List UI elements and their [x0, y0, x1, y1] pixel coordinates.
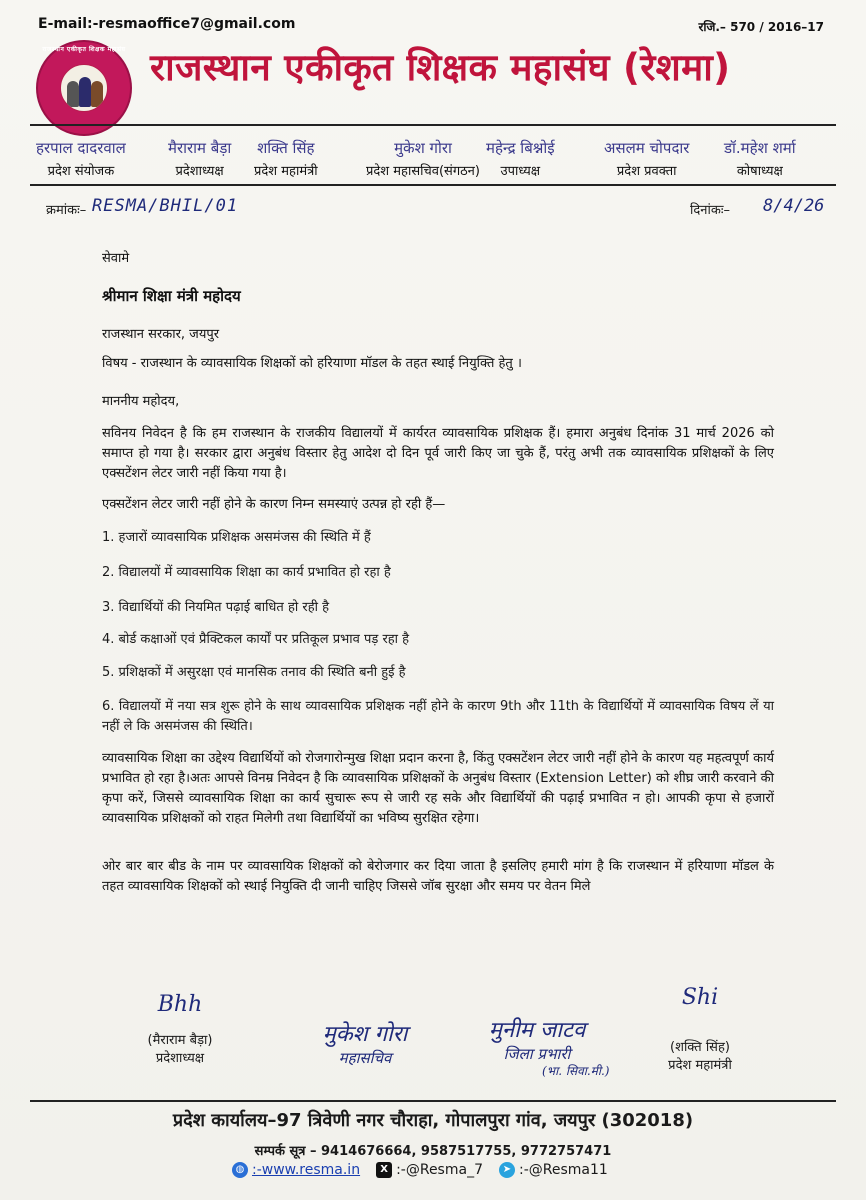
official-post: प्रदेश संयोजक — [47, 164, 115, 179]
header-divider — [30, 124, 836, 126]
logo-portrait — [60, 64, 108, 112]
signatory-post: प्रदेशाध्यक्ष — [155, 1051, 205, 1066]
website-link[interactable]: :-www.resma.in — [252, 1162, 361, 1178]
body-paragraph: व्यावसायिक शिक्षा का उद्देश्य विद्यार्थियों को रोजगारोन्मुख शिक्षा प्रदान करना है, किंतु एक्सटेंशन लेटर जारी नहीं होने के कारण यह महत्वपूर्ण कार्य प्रभावित हो रहा है।अतः आपसे विनम्र निवेदन है कि व्यावसायिक प्रशिक्षकों के अनुबंध विस्तार (Extension Letter) को शीघ्र जारी करवाने की कृपा करें, जिससे व्यावसायिक शिक्षा का कार्य सुचारू रूप से जारी रह सके और विद्यार्थियों की पढ़ाई प्रभावित न हो। आपकी कृपा से हजारों व्यावसायिक प्रशिक्षकों को राहत मिलेगी तथा विद्यार्थियों का भविष्य सुरक्षित रहेगा। — [102, 751, 774, 826]
signature-scribble: मुनीम जाटव — [488, 1018, 586, 1043]
organization-logo — [36, 40, 132, 136]
telegram-icon: ➤ — [499, 1162, 515, 1178]
signature-block — [290, 1000, 440, 1068]
social-links — [232, 1162, 608, 1178]
official-item — [486, 138, 555, 179]
official-item — [604, 138, 689, 179]
official-item — [724, 138, 796, 179]
official-post: प्रदेश प्रवक्ता — [616, 164, 677, 179]
signature-block — [462, 1004, 612, 1078]
official-item — [36, 138, 126, 179]
telegram-link-group[interactable] — [499, 1162, 608, 1178]
signatory-note: (भा. सिवा.मी.) — [542, 1064, 610, 1078]
x-icon: X — [376, 1162, 392, 1178]
list-item: 1. हजारों व्यावसायिक प्रशिक्षक असमंजस की स्थिति में हैं — [102, 530, 371, 545]
salutation: सेवामे — [102, 251, 130, 266]
signature-block — [110, 992, 250, 1066]
contact-numbers: सम्पर्क सूत्र – 9414676664, 9587517755, 9772757471 — [254, 1144, 612, 1159]
addressee: श्रीमान शिक्षा मंत्री महोदय — [102, 287, 241, 305]
office-address: प्रदेश कार्यालय–97 त्रिवेणी नगर चौराहा, गोपालपुरा गांव, जयपुर (302018) — [172, 1110, 694, 1131]
official-post: प्रदेश महामंत्री — [254, 164, 318, 179]
date-label: दिनांकः– — [690, 203, 730, 218]
x-link-group[interactable] — [376, 1162, 483, 1178]
official-name: मुकेश गोरा — [394, 139, 452, 157]
signatory-post: महासचिव — [338, 1049, 392, 1067]
official-name: महेन्द्र बिश्नोई — [486, 139, 555, 157]
logo-text: राजस्थान एकीकृत शिक्षक महासंघ — [42, 46, 126, 53]
signatory-post: प्रदेश महामंत्री — [668, 1058, 732, 1073]
greeting: माननीय महोदय, — [102, 394, 180, 409]
list-item: 6. विद्यालयों में नया सत्र शुरू होने के साथ व्यावसायिक प्रशिक्षक नहीं होने के कारण 9th और 11th के विद्यार्थियों में व्यावसायिक विषय लें या नहीं ले कि असमंजस की स्थिति। — [102, 699, 774, 734]
body-paragraph: एक्सटेंशन लेटर जारी नहीं होने के कारण निम्न समस्याएं उत्पन्न हो रही हैं— — [102, 497, 446, 512]
official-name: असलम चोपदार — [604, 139, 690, 157]
list-item: 2. विद्यालयों में व्यावसायिक शिक्षा का कार्य प्रभावित हो रहा है — [102, 565, 391, 580]
header-email: E-mail:-resmaoffice7@gmail.com — [38, 16, 296, 32]
signature-scribble: मुकेश गोरा — [322, 1022, 408, 1047]
official-post: प्रदेशाध्यक्ष — [175, 164, 224, 179]
official-name: हरपाल दादरवाल — [36, 139, 126, 157]
signature-block — [630, 985, 770, 1073]
reference-number: RESMA/BHIL/01 — [92, 196, 239, 216]
official-item — [366, 138, 480, 179]
signatory-name: (शक्ति सिंह) — [670, 1040, 730, 1055]
globe-icon: ◍ — [232, 1162, 248, 1178]
address: राजस्थान सरकार, जयपुर — [102, 327, 220, 342]
officials-row — [36, 138, 836, 182]
body-paragraph: ओर बार बार बीड के नाम पर व्यावसायिक शिक्षकों को बेरोजगार कर दिया जाता है इसलिए हमारी मांग है कि राजस्थान में हरियाणा मॉडल के तहत व्यावसायिक शिक्षकों को स्थाई नियुक्ति दी जानी चाहिए जिससे जॉब सुरक्षा और समय पर वेतन मिले — [102, 859, 774, 894]
registration-number: रजि.– 570 / 2016–17 — [698, 20, 824, 34]
organization-title: राजस्थान एकीकृत शिक्षक महासंघ (रेशमा) — [150, 46, 731, 89]
list-item: 5. प्रशिक्षकों में असुरक्षा एवं मानसिक तनाव की स्थिति बनी हुई है — [102, 665, 406, 680]
list-item: 3. विद्यार्थियों की नियमित पढ़ाई बाधित हो रही है — [102, 600, 329, 615]
official-post: कोषाध्यक्ष — [736, 164, 783, 179]
official-item — [168, 138, 231, 179]
signatory-name: (मैराराम बैड़ा) — [147, 1033, 213, 1048]
telegram-handle[interactable]: :-@Resma11 — [518, 1162, 608, 1178]
body-paragraph: सविनय निवेदन है कि हम राजस्थान के राजकीय विद्यालयों में कार्यरत व्यावसायिक प्रशिक्षक हैं। हमारा अनुबंध दिनांक 31 मार्च 2026 को समाप्त हो गया है। सरकार द्वारा अनुबंध विस्तार हेतु आदेश दो दिन पूर्व जारी किए जा चुके हैं, परंतु अभी तक व्यावसायिक प्रशिक्षकों के लिए एक्सटेंशन लेटर जारी नहीं किया गया है। — [102, 426, 774, 481]
x-handle[interactable]: :-@Resma_7 — [396, 1162, 483, 1178]
list-item: 4. बोर्ड कक्षाओं एवं प्रैक्टिकल कार्यों पर प्रतिकूल प्रभाव पड़ रहा है — [102, 632, 410, 647]
footer-divider — [30, 1100, 836, 1102]
signature-scribble: Shi — [681, 985, 719, 1010]
official-name: मैराराम बैड़ा — [168, 139, 232, 157]
official-item — [254, 138, 318, 179]
official-post: प्रदेश महासचिव(संगठन) — [366, 164, 480, 179]
officials-divider — [30, 184, 836, 186]
website-link-group[interactable] — [232, 1162, 360, 1178]
subject-line: विषय - राजस्थान के व्यावसायिक शिक्षकों को हरियाणा मॉडल के तहत स्थाई नियुक्ति हेतु । — [102, 356, 522, 371]
signatory-post: जिला प्रभारी — [503, 1045, 571, 1063]
signature-scribble: Bhh — [157, 992, 203, 1017]
reference-label: क्रमांकः– — [46, 203, 87, 218]
date-value: 8/4/26 — [763, 196, 825, 216]
official-name: शक्ति सिंह — [257, 139, 315, 157]
official-name: डॉ.महेश शर्मा — [724, 139, 796, 157]
official-post: उपाध्यक्ष — [500, 164, 541, 179]
